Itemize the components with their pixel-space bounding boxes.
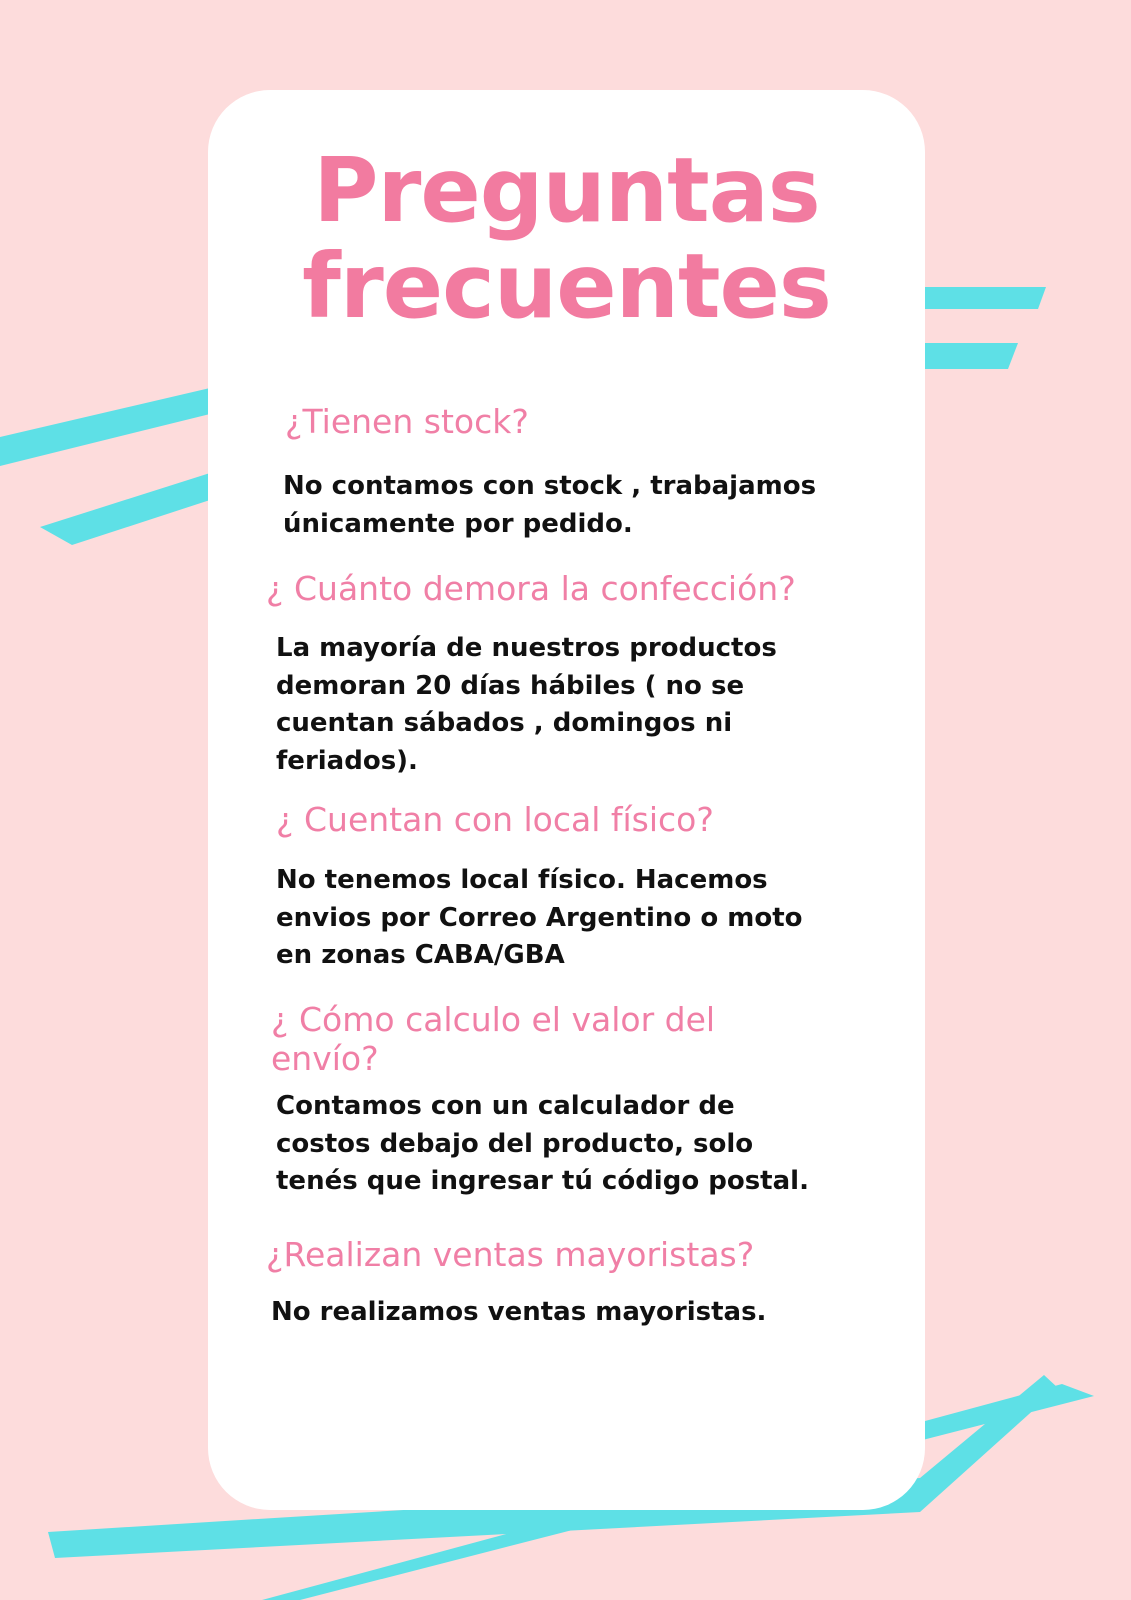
faq-answer-demora: La mayoría de nuestros productos demoran 20 días hábiles ( no se cuentan sábados , domingos ni feriados).	[276, 633, 777, 776]
page-title	[208, 138, 925, 338]
faq-answer-stock: No contamos con stock , trabajamos únicamente por pedido.	[283, 471, 817, 539]
stroke-right-top	[920, 287, 1046, 309]
title-line-2: frecuentes	[302, 234, 831, 338]
faq-card	[208, 90, 925, 1510]
faq-question-mayoristas: ¿Realizan ventas mayoristas?	[266, 1235, 755, 1274]
faq-question-stock: ¿Tienen stock?	[285, 402, 529, 441]
faq-question-demora: ¿ Cuánto demora la confección?	[266, 569, 796, 608]
stroke-right-middle	[920, 343, 1018, 369]
stroke-left-bottom	[40, 473, 210, 545]
faq-question-envio: ¿ Cómo calculo el valor del envío?	[271, 1000, 716, 1078]
faq-answer-envio: Contamos con un calculador de costos debajo del producto, solo tenés que ingresar tú código postal.	[276, 1091, 809, 1196]
stroke-left-top	[0, 388, 210, 466]
faq-answer-mayoristas: No realizamos ventas mayoristas.	[271, 1297, 767, 1327]
title-line-1: Preguntas	[313, 138, 820, 242]
faq-answer-local: No tenemos local físico. Hacemos envios por Correo Argentino o moto en zonas CABA/GBA	[276, 865, 803, 970]
faq-question-local: ¿ Cuentan con local físico?	[276, 800, 714, 839]
